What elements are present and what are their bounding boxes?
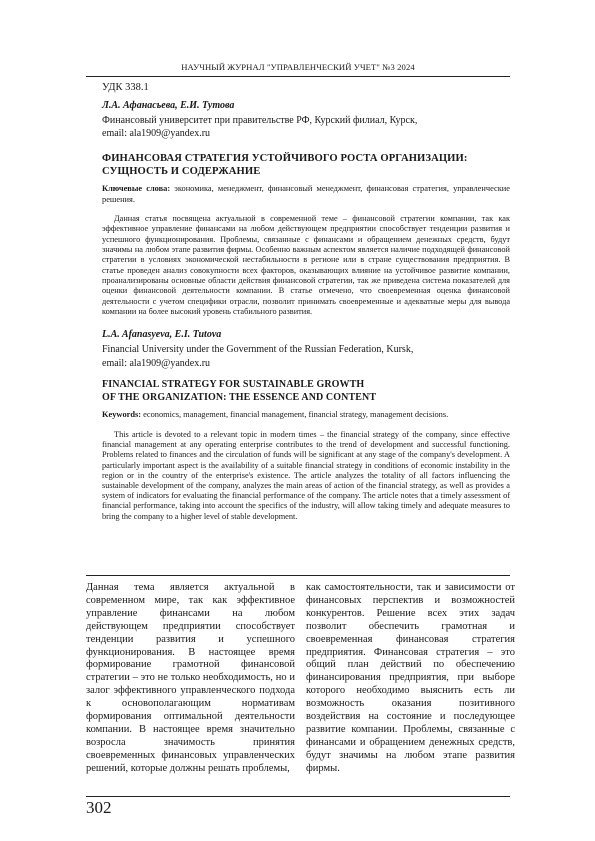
- title-en-line2: OF THE ORGANIZATION: THE ESSENCE AND CONTENT: [102, 391, 377, 403]
- body-separator-rule: [86, 575, 510, 576]
- affiliation-en-text: Financial University under the Government of the Russian Federation, Kursk,: [102, 344, 414, 355]
- keywords-en-text: economics, management, financial management, financial strategy, management decisions.: [141, 410, 449, 419]
- keywords-ru: [102, 183, 510, 205]
- header-rule: [86, 76, 510, 77]
- keywords-ru-text: экономика, менеджмент, финансовый менеджмент, финансовая стратегия, управленческие решения.: [102, 184, 511, 204]
- page-number: 302: [86, 798, 112, 817]
- title-ru: [102, 152, 510, 178]
- abstract-en: This article is devoted to a relevant topic in modern times – the financial strategy of the company, since effective financial management at any operating enterprise contributes to the trend of development and successful functioning. Problems related to finances and the circulation of funds will be significant at any stage of the company's development. A particularly important aspect is the availability of a suitable financial strategy in conditions of economic instability in the region or in the country of the enterprise's existence. The article analyzes the totality of all factors influencing the sustainable development of the company, analyzes the main areas of action of the financial strategy, as well as provides a system of indicators for evaluating the financial performance of the company. The article notes that a timely assessment of financial performance, taking into account the specifics of the industry, will allow taking timely and adequate measures to bring the company to a higher level of stable development.: [102, 430, 510, 521]
- affiliation-ru-text: Финансовый университет при правительстве РФ, Курский филиал, Курск,: [102, 115, 418, 126]
- body-column-left: Данная тема является актуальной в современном мире, так как эффективное управление финансами на любом действующем предприятии способствует тенденции развития и успешного функционирования. В настоящее время формирование грамотной финансовой стратегии – это не только необходимость, но и залог эффективного управленческого подхода к основополагающим нормативам формирования оптимальной деятельности компании. В настоящее время значительно возросла значимость принятия своевременных финансовых управленческих решений, которые должны решать проблемы,: [86, 582, 295, 774]
- title-en-line1: FINANCIAL STRATEGY FOR SUSTAINABLE GROWTH: [102, 379, 365, 390]
- keywords-en-label: Keywords:: [102, 410, 142, 419]
- udk-code: УДК 338.1: [102, 82, 149, 93]
- email-en: email: ala1909@yandex.ru: [102, 357, 211, 369]
- affiliation-en: [102, 343, 510, 370]
- abstract-ru: Данная статья посвящена актуальной в современной теме – финансовой стратегии компании, так как эффективное управление финансами на любом действующем предприятии способствует тенденции развития и успешного функционирования. Проблемы, связанные с финансами и обращением денежных средств, будут значимы на любом этапе развития фирмы. Особенно важным аспектом является наличие подходящей финансовой стратегии в условиях экономической нестабильности в регионе или в стране существования предприятия. В статье проведен анализ совокупности всех факторов, оказывающих влияние на устойчивое развитие компании, проанализированы основные области действия финансовой стратегии, так же приведена система показателей для оценки финансовой деятельности компании. В статье отмечено, что своевременная оценка финансовой деятельности с учетом специфики отрасли, позволит принимать своевременные и адекватные меры для вывода компании на более высокий уровень стабильного развития.: [102, 214, 510, 317]
- authors-ru: Л.А. Афанасьева, Е.И. Тутова: [102, 100, 235, 111]
- keywords-ru-label: Ключевые слова:: [102, 184, 171, 193]
- title-ru-line1: ФИНАНСОВАЯ СТРАТЕГИЯ УСТОЙЧИВОГО РОСТА ОРГАНИЗАЦИИ:: [102, 153, 468, 164]
- email-ru: email: ala1909@yandex.ru: [102, 128, 211, 139]
- keywords-en: [102, 409, 510, 420]
- title-en: [102, 379, 510, 404]
- title-ru-line2: СУЩНОСТЬ И СОДЕРЖАНИЕ: [102, 166, 261, 177]
- running-header: НАУЧНЫЙ ЖУРНАЛ "УПРАВЛЕНЧЕСКИЙ УЧЕТ" №3 2024: [181, 62, 415, 72]
- footer-rule: [86, 796, 510, 797]
- body-column-right: как самостоятельности, так и зависимости от финансовых перспектив и возможностей конкурентов. Решение всех этих задач позволит обеспечить грамотная и своевременная финансовая стратегия предприятия. Финансовая стратегия – это общий план действий по обеспечению финансирования предприятия, при выборе которого необходимо выяснить есть ли возможность оказания позитивного воздействия на состояние и последующее развитие компании. Проблемы, связанные с финансами и обращением денежных средств, будут значимы на любом этапе развития фирмы.: [306, 582, 515, 774]
- authors-en: L.A. Afanasyeva, E.I. Tutova: [102, 329, 222, 340]
- affiliation-ru: [102, 114, 510, 140]
